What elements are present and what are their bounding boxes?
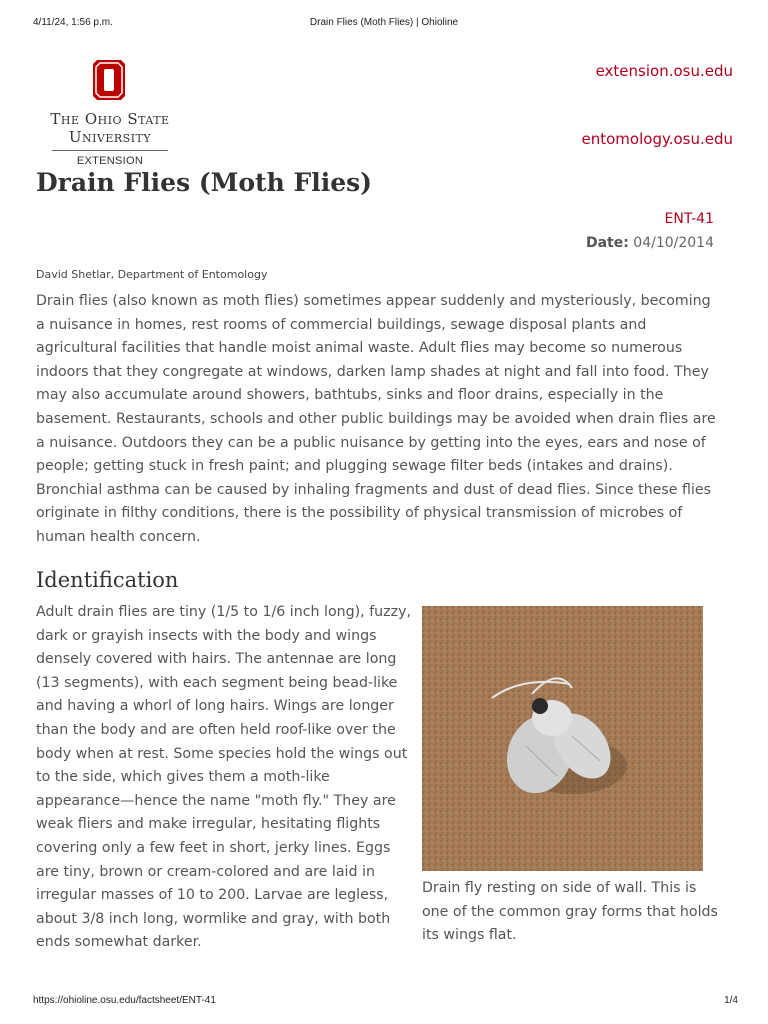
logo-divider xyxy=(52,150,168,151)
logo-text-line1: The Ohio State xyxy=(50,110,170,128)
logo-extension-label: EXTENSION xyxy=(76,155,144,167)
block-o-logo-icon xyxy=(91,58,127,102)
page-number: 1/4 xyxy=(724,995,738,1006)
logo-text-line2: University xyxy=(68,128,152,146)
print-datetime: 4/11/24, 1:56 p.m. xyxy=(33,17,113,28)
factsheet-date xyxy=(586,235,714,251)
print-url[interactable]: https://ohioline.osu.edu/factsheet/ENT-41 xyxy=(33,995,216,1006)
factsheet-id: ENT-41 xyxy=(664,211,714,227)
intro-paragraph: Drain flies (also known as moth flies) sometimes appear suddenly and mysteriously, becoming a nuisance in homes, rest rooms of commercial buildings, sewage disposal plants and agricultural facilities that handle moist animal waste. Adult flies may become so numerous indoors that they congregate at windows, darken lamp shades at night and fall into food. They may also accumulate around showers, bathtubs, sinks and floor drains, especially in the basement. Restaurants, schools and other public buildings may be avoided when drain flies are a nuisance. Outdoors they can be a public nuisance by getting into the eyes, ears and nose of people; getting stuck in fresh paint; and plugging sewage filter beds (intakes and drains). Bronchial asthma can be caused by inhaling fragments and dust of dead flies. Since these flies originate in filthy conditions, there is the possibility of physical transmission of microbes of human health concern. xyxy=(36,293,716,545)
identification-paragraph: Adult drain flies are tiny (1/5 to 1/6 inch long), fuzzy, dark or grayish insects with the body and wings densely covered with hairs. The antennae are long (13 segments), with each segment being bead-like and having a whorl of long hairs. Wings are longer than the body and are often held roof-like over the body when at rest. Some species hold the wings out to the side, which gives them a moth-like appearance—hence the name "moth fly." They are weak fliers and make irregular, hesitating flights covering only a few feet in short, jerky lines. Eggs are tiny, brown or cream-colored and are laid in irregular masses of 10 to 200. Larvae are legless, about 3/8 inch long, wormlike and gray, with both ends somewhat darker. xyxy=(36,604,411,951)
drain-fly-photo xyxy=(422,606,703,871)
print-page-title: Drain Flies (Moth Flies) | Ohioline xyxy=(309,17,459,28)
extension-link[interactable]: extension.osu.edu xyxy=(595,62,733,80)
osu-extension-logo[interactable] xyxy=(36,58,184,167)
photo-caption: Drain fly resting on side of wall. This is one of the common gray forms that holds its wings flat. xyxy=(422,880,718,944)
identification-heading: Identification xyxy=(36,568,179,592)
date-label: Date: xyxy=(585,235,629,251)
entomology-link[interactable]: entomology.osu.edu xyxy=(581,130,733,148)
page-title: Drain Flies (Moth Flies) xyxy=(36,168,373,197)
author-line: David Shetlar, Department of Entomology xyxy=(36,268,268,281)
date-value: 04/10/2014 xyxy=(633,235,714,251)
